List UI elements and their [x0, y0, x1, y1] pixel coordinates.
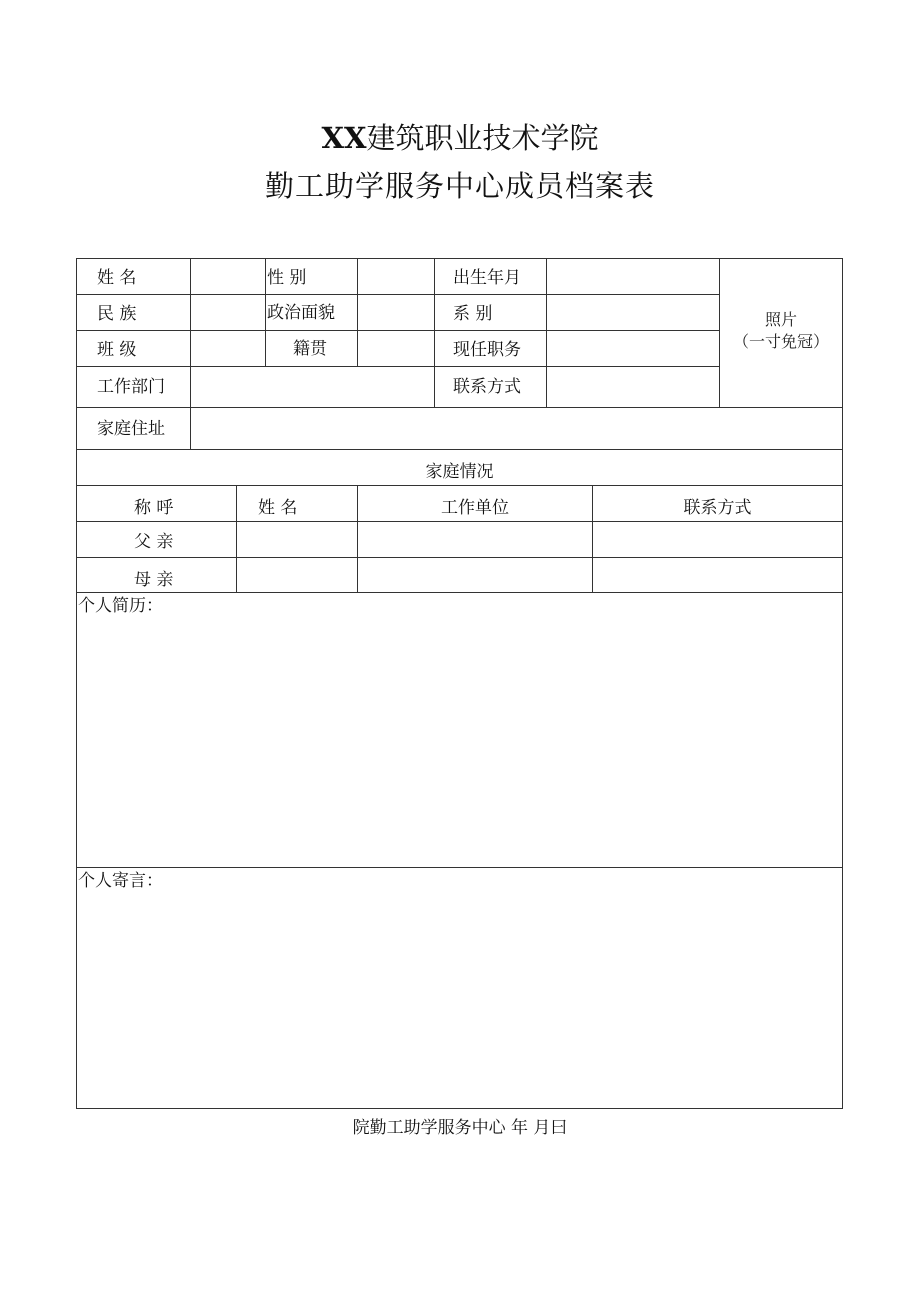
- row-line: [76, 330, 720, 331]
- col-line: [546, 258, 547, 407]
- home-address-label: 家庭住址: [97, 419, 165, 439]
- work-department-label: 工作部门: [97, 377, 165, 397]
- family-header-name: 姓 名: [258, 498, 298, 518]
- department-label: 系 别: [453, 304, 493, 324]
- document-title-line2: 勤工助学服务中心成员档案表: [264, 169, 655, 203]
- ethnicity-label: 民 族: [97, 304, 137, 324]
- gender-label: 性 别: [267, 268, 307, 288]
- photo-size-note: （一寸免冠）: [732, 332, 829, 351]
- table-border-left: [76, 258, 77, 1109]
- table-border-top: [76, 258, 843, 259]
- family-header-relation: 称 呼: [134, 498, 174, 518]
- family-row-mother: 母 亲: [134, 570, 174, 590]
- personal-resume-label: 个人简历：: [78, 596, 163, 616]
- family-section-title: 家庭情况: [425, 462, 494, 482]
- personal-message-label: 个人寄言：: [78, 871, 163, 891]
- col-line: [265, 258, 266, 366]
- name-label: 姓 名: [97, 268, 137, 288]
- birth-date-label: 出生年月: [453, 268, 521, 288]
- row-line: [76, 449, 843, 450]
- contact-label: 联系方式: [453, 377, 521, 397]
- class-label: 班 级: [97, 340, 137, 360]
- row-line: [76, 294, 720, 295]
- col-line: [190, 258, 191, 449]
- footer-signature-date: 院勤工助学服务中心 年 月曰: [352, 1118, 568, 1138]
- col-line: [357, 258, 358, 366]
- family-row-father: 父 亲: [134, 532, 174, 552]
- row-line: [76, 521, 843, 522]
- political-status-label: 政治面貌: [267, 303, 335, 323]
- row-line: [76, 592, 843, 593]
- row-line: [76, 407, 843, 408]
- photo-label: 照片: [764, 310, 797, 329]
- row-line: [76, 867, 843, 868]
- col-line: [434, 258, 435, 407]
- photo-placeholder: [720, 309, 842, 353]
- family-header-contact: 联系方式: [683, 498, 752, 518]
- current-position-label: 现任职务: [453, 340, 521, 360]
- row-line: [76, 366, 720, 367]
- native-place-label: 籍贯: [293, 339, 327, 359]
- table-border-right: [842, 258, 843, 1109]
- family-header-employer: 工作单位: [441, 498, 509, 518]
- row-line: [76, 557, 843, 558]
- table-border-bottom: [76, 1108, 843, 1109]
- title-school-name: 建筑职业技术学院: [366, 121, 599, 155]
- col-line: [236, 485, 237, 592]
- row-line: [76, 485, 843, 486]
- title-prefix: XX: [321, 121, 367, 155]
